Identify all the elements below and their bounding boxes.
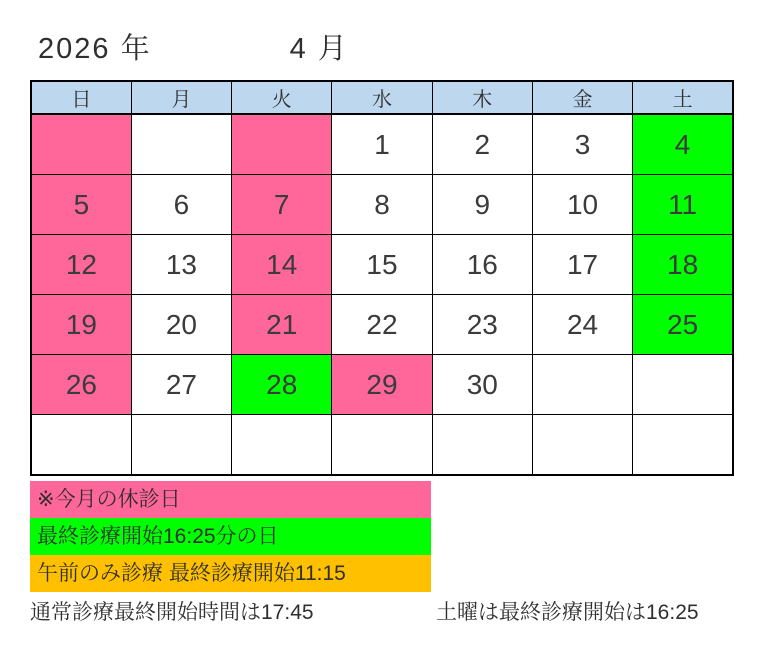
calendar-day-cell: 27 bbox=[131, 355, 231, 415]
page-title bbox=[38, 26, 349, 67]
calendar-day-cell: 25 bbox=[633, 295, 733, 355]
calendar-day-cell bbox=[232, 114, 332, 175]
calendar-day-cell: 6 bbox=[131, 175, 231, 235]
calendar-table bbox=[30, 80, 734, 476]
legend-closed-label: ※今月の休診日 bbox=[37, 488, 181, 511]
calendar-day-cell bbox=[131, 114, 231, 175]
calendar-day-cell: 28 bbox=[232, 355, 332, 415]
calendar-day-cell: 19 bbox=[31, 295, 131, 355]
calendar-day-cell: 2 bbox=[432, 114, 532, 175]
title-year: 2026 年 bbox=[38, 33, 152, 65]
legend-closed-days bbox=[30, 481, 431, 518]
calendar-day-cell: 24 bbox=[532, 295, 632, 355]
weekday-header-3: 水 bbox=[332, 81, 432, 114]
calendar-day-cell bbox=[31, 114, 131, 175]
calendar-day-cell: 20 bbox=[131, 295, 231, 355]
calendar-day-cell bbox=[532, 355, 632, 415]
calendar-day-cell: 22 bbox=[332, 295, 432, 355]
calendar-day-cell: 18 bbox=[633, 235, 733, 295]
calendar-day-cell: 30 bbox=[432, 355, 532, 415]
footer-saturday-note: 土曜は最終診療開始は16:25 bbox=[436, 601, 699, 624]
footer-notes bbox=[30, 596, 745, 626]
calendar-day-cell bbox=[332, 415, 432, 476]
legend-morning-label: 午前のみ診療 最終診療開始11:15 bbox=[37, 562, 346, 585]
calendar-day-cell: 21 bbox=[232, 295, 332, 355]
calendar-day-cell: 26 bbox=[31, 355, 131, 415]
calendar-day-cell: 8 bbox=[332, 175, 432, 235]
calendar-week-row bbox=[31, 295, 733, 355]
weekday-header-5: 金 bbox=[532, 81, 632, 114]
calendar-day-cell bbox=[31, 415, 131, 476]
weekday-header-2: 火 bbox=[232, 81, 332, 114]
calendar-day-cell: 23 bbox=[432, 295, 532, 355]
weekday-header-4: 木 bbox=[432, 81, 532, 114]
calendar-day-cell: 11 bbox=[633, 175, 733, 235]
calendar-weekday-header-row bbox=[31, 81, 733, 114]
calendar-day-cell: 17 bbox=[532, 235, 632, 295]
calendar-week-row bbox=[31, 235, 733, 295]
legend-early-label: 最終診療開始16:25分の日 bbox=[37, 525, 279, 548]
calendar-day-cell: 14 bbox=[232, 235, 332, 295]
weekday-header-6: 土 bbox=[633, 81, 733, 114]
weekday-header-1: 月 bbox=[131, 81, 231, 114]
calendar-day-cell: 16 bbox=[432, 235, 532, 295]
calendar-day-cell: 12 bbox=[31, 235, 131, 295]
calendar-day-cell bbox=[432, 415, 532, 476]
calendar-day-cell bbox=[532, 415, 632, 476]
calendar-day-cell: 3 bbox=[532, 114, 632, 175]
calendar-day-cell: 15 bbox=[332, 235, 432, 295]
legend bbox=[30, 481, 431, 592]
calendar-day-cell bbox=[232, 415, 332, 476]
footer-weekday-note: 通常診療最終開始時間は17:45 bbox=[30, 601, 314, 624]
calendar-day-cell bbox=[131, 415, 231, 476]
calendar-day-cell: 29 bbox=[332, 355, 432, 415]
calendar-day-cell: 4 bbox=[633, 114, 733, 175]
weekday-header-0: 日 bbox=[31, 81, 131, 114]
calendar-week-row bbox=[31, 355, 733, 415]
calendar-week-row bbox=[31, 175, 733, 235]
calendar-day-cell: 9 bbox=[432, 175, 532, 235]
calendar-day-cell: 13 bbox=[131, 235, 231, 295]
calendar-week-row bbox=[31, 114, 733, 175]
calendar-day-cell: 1 bbox=[332, 114, 432, 175]
calendar-body bbox=[31, 114, 733, 475]
calendar-day-cell: 7 bbox=[232, 175, 332, 235]
legend-morning-only-days bbox=[30, 555, 431, 592]
title-month: 4 月 bbox=[289, 33, 349, 65]
calendar-day-cell bbox=[633, 415, 733, 476]
calendar-day-cell bbox=[633, 355, 733, 415]
legend-early-last-start-days bbox=[30, 518, 431, 555]
calendar-day-cell: 10 bbox=[532, 175, 632, 235]
calendar-week-row bbox=[31, 415, 733, 476]
calendar-day-cell: 5 bbox=[31, 175, 131, 235]
